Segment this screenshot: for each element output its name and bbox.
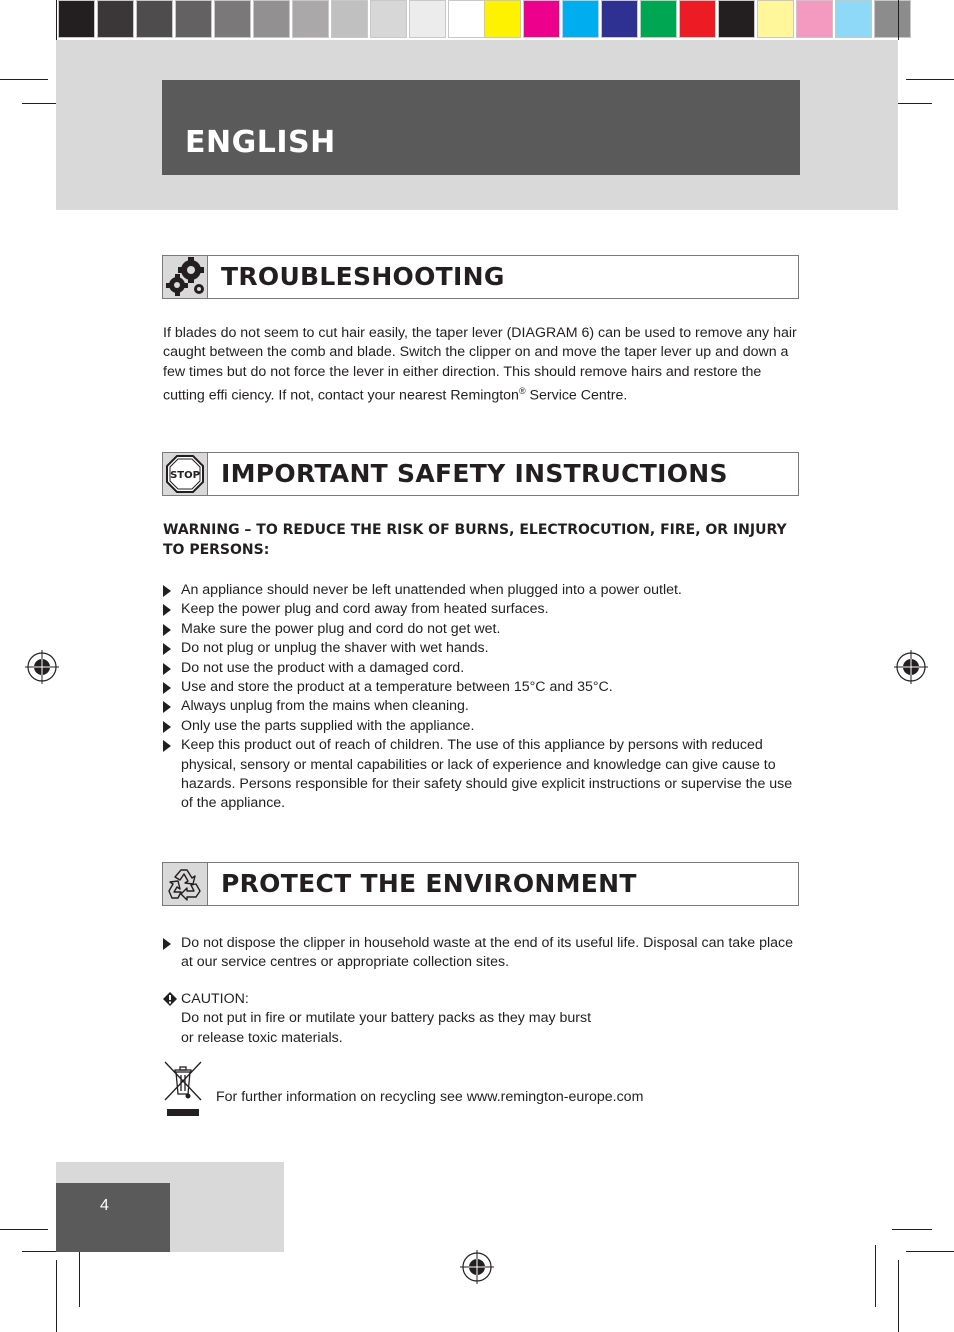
bullet-arrow-icon (163, 604, 171, 616)
color-swatch (331, 0, 368, 38)
registration-mark-icon (25, 650, 59, 684)
list-item (163, 736, 803, 814)
caution-text-line2: or release toxic materials. (181, 1029, 343, 1046)
stop-sign-icon (163, 453, 208, 495)
crop-mark (892, 103, 932, 104)
list-item-text: Make sure the power plug and cord do not get wet. (181, 620, 501, 637)
color-swatch (292, 0, 329, 38)
crop-mark (892, 1229, 932, 1230)
list-item-text: An appliance should never be left unattended when plugged into a power outlet. (181, 582, 682, 598)
bullet-arrow-icon (163, 740, 171, 752)
caution-block (163, 990, 763, 1048)
color-swatch (253, 0, 290, 38)
troubleshooting-text: If blades do not seem to cut hair easily, the taper lever (DIAGRAM 6) can be used to remove any hair caught between the comb and blade. Switch the clipper on and move the taper lever up and down a few times but do not force the lever in either direction. This should remove hairs and restore the cutting effi ciency. If not, contact your nearest Remington (163, 325, 797, 404)
registration-mark-icon (460, 1250, 494, 1284)
crop-mark (906, 79, 954, 80)
color-swatch (874, 0, 911, 38)
list-item (163, 581, 803, 600)
list-item-text: Always unplug from the mains when cleaning. (181, 698, 469, 715)
color-swatch (175, 0, 212, 38)
list-item (163, 717, 803, 736)
registered-mark: ® (518, 386, 526, 397)
list-item (163, 678, 803, 697)
list-item-text: Do not dispose the clipper in household waste at the end of its useful life. Disposal can take place at our service centres or appropriate collection sites. (181, 935, 794, 971)
color-swatch (640, 0, 677, 38)
crop-mark (79, 1245, 80, 1307)
section-title: IMPORTANT SAFETY INSTRUCTIONS (221, 459, 728, 488)
process-color-bar (484, 0, 913, 38)
bullet-arrow-icon (163, 663, 171, 675)
color-swatch (718, 0, 755, 38)
bullet-arrow-icon (163, 938, 171, 950)
warning-text: WARNING – TO REDUCE THE RISK OF BURNS, ELECTROCUTION, FIRE, OR INJURY TO PERSONS: (163, 522, 787, 558)
color-swatch (136, 0, 173, 38)
bullet-arrow-icon (163, 682, 171, 694)
color-swatch (370, 0, 407, 38)
stop-sign-label: STOP (170, 470, 200, 481)
page-number-box (56, 1183, 170, 1252)
color-swatch (214, 0, 251, 38)
list-item (163, 620, 803, 639)
color-swatch (601, 0, 638, 38)
grayscale-color-bar (58, 0, 487, 38)
crop-mark (0, 79, 48, 80)
list-item-text: Only use the parts supplied with the appliance. (181, 717, 475, 734)
crop-mark (875, 1245, 876, 1307)
gears-icon (163, 256, 208, 298)
list-item (163, 639, 803, 658)
list-item (163, 600, 803, 619)
crop-mark (906, 1251, 954, 1252)
bullet-arrow-icon (163, 624, 171, 636)
caution-text-line1: Do not put in fire or mutilate your battery packs as they may burst (181, 1010, 592, 1027)
color-swatch (409, 0, 446, 38)
page-number: 4 (100, 1197, 109, 1214)
page-title: ENGLISH (185, 125, 336, 160)
environment-list (163, 934, 803, 973)
crop-mark (56, 0, 57, 40)
registration-mark-icon (894, 650, 928, 684)
list-item (163, 659, 803, 678)
color-swatch (835, 0, 872, 38)
section-header-safety (162, 452, 799, 496)
color-swatch (796, 0, 833, 38)
bullet-arrow-icon (163, 585, 171, 597)
bullet-arrow-icon (163, 701, 171, 713)
color-swatch (562, 0, 599, 38)
list-item-text: Use and store the product at a temperature between 15°C and 35°C. (181, 679, 613, 696)
troubleshooting-text-end: Service Centre. (525, 387, 628, 404)
crop-mark (56, 1260, 57, 1332)
section-title: PROTECT THE ENVIRONMENT (221, 869, 637, 898)
list-item (163, 697, 803, 716)
crop-mark (898, 0, 899, 40)
color-swatch (523, 0, 560, 38)
list-item-text: Keep the power plug and cord away from heated surfaces. (181, 601, 549, 618)
safety-list (163, 581, 803, 814)
recycling-note: For further information on recycling see www.remington-europe.com (216, 1089, 644, 1105)
list-item-text: Keep this product out of reach of children. The use of this appliance by persons with reduced physical, sensory or mental capabilities or lack of experience and knowledge can give cause to hazards. Persons responsible for their safety should give explicit instructions or supervise the use of the appliance. (181, 737, 793, 812)
section-title: TROUBLESHOOTING (221, 262, 505, 291)
section-header-troubleshooting (162, 255, 799, 299)
list-item-text: Do not use the product with a damaged cord. (181, 659, 465, 676)
color-swatch (448, 0, 485, 38)
color-swatch (58, 0, 95, 38)
troubleshooting-paragraph (163, 324, 803, 406)
bullet-arrow-icon (163, 643, 171, 655)
crop-mark (898, 1260, 899, 1332)
caution-label: CAUTION: (181, 991, 249, 1007)
crop-mark (0, 1229, 48, 1230)
color-swatch (679, 0, 716, 38)
caution-icon (163, 992, 177, 1006)
color-swatch (757, 0, 794, 38)
color-swatch (484, 0, 521, 38)
section-header-environment (162, 862, 799, 906)
color-swatch (97, 0, 134, 38)
list-item-text: Do not plug or unplug the shaver with wet hands. (181, 640, 489, 657)
recycle-icon (163, 863, 208, 905)
crossed-bin-icon (163, 1060, 203, 1118)
bullet-arrow-icon (163, 721, 171, 733)
list-item (163, 934, 803, 973)
